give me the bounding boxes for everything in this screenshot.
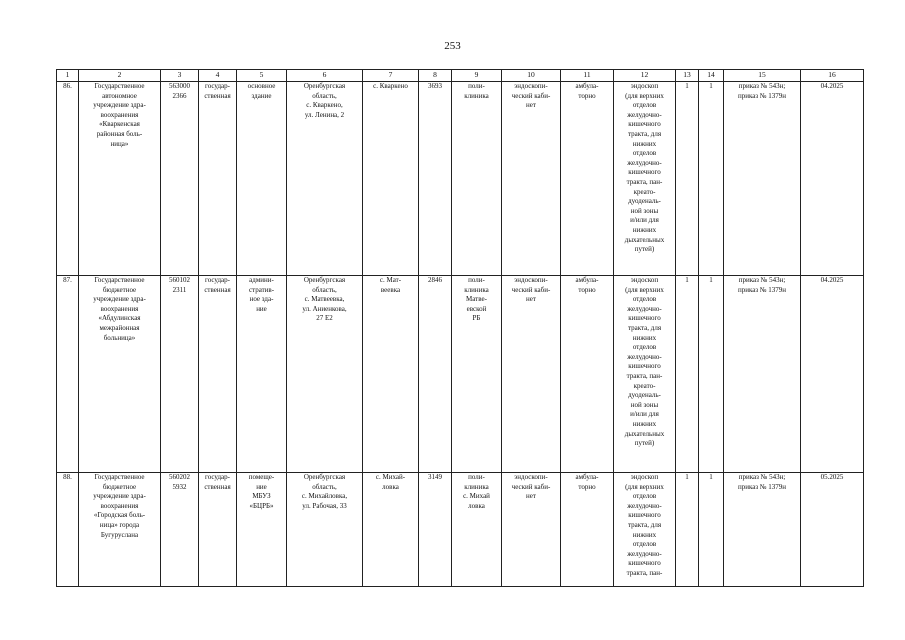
row-number: 88. xyxy=(63,473,72,481)
room: эндоскопи- ческий каби- нет xyxy=(511,82,551,110)
column-header: 5 xyxy=(237,70,287,82)
ownership-form: государ- ственная xyxy=(204,473,231,491)
table-row xyxy=(57,473,864,587)
unit: поли- клиника xyxy=(464,82,489,100)
building-type: помеще- ние МБУЗ «БЦРБ» xyxy=(248,473,275,510)
building-type: основное здание xyxy=(247,82,276,100)
settlement-code: 3693 xyxy=(428,82,442,90)
column-header: 15 xyxy=(724,70,801,82)
care-condition: амбула- торно xyxy=(575,473,599,491)
column-header: 10 xyxy=(502,70,561,82)
date: 04.2025 xyxy=(820,82,844,90)
ownership-form: государ- ственная xyxy=(204,82,231,100)
settlement-code: 3149 xyxy=(428,473,442,481)
column-header: 4 xyxy=(199,70,237,82)
settlement: с. Михай- ловка xyxy=(375,473,406,491)
column-header: 11 xyxy=(561,70,614,82)
column-header: 6 xyxy=(287,70,363,82)
org-code: 560102 2311 xyxy=(169,276,190,294)
settlement: с. Кваркено xyxy=(373,82,408,90)
organization-name: Государственное автономное учреждение здра- воохранения «Кваркенская районная боль- ница» xyxy=(93,82,146,148)
registry-table xyxy=(56,69,864,587)
quantity-13: 1 xyxy=(685,82,689,90)
building-type: админи- стратив- ное зда- ние xyxy=(248,276,275,313)
address: Оренбургская область, с. Матвеевка, ул. Аниенкова, 27 Е2 xyxy=(302,276,347,323)
room: эндоскопи- ческий каби- нет xyxy=(511,276,551,304)
column-number-row xyxy=(57,70,864,82)
unit: поли- клиника с. Михай ловка xyxy=(463,473,490,510)
table-row xyxy=(57,276,864,473)
equipment: эндоскоп (для верхних отделов желудочно- кишечного тракта, для нижних отделов желудочно- кишечного тракта, пан- xyxy=(625,473,664,577)
column-header: 2 xyxy=(79,70,161,82)
equipment: эндоскоп (для верхних отделов желудочно- кишечного тракта, для нижних отделов желудочно- кишечного тракта, пан- креато- дуоденаль- ной зоны и/или для нижних дыхательных путей) xyxy=(624,82,665,254)
column-header: 8 xyxy=(419,70,452,82)
orders: приказ № 543н; приказ № 1379н xyxy=(737,82,787,100)
column-header: 3 xyxy=(161,70,199,82)
column-header: 1 xyxy=(57,70,79,82)
ownership-form: государ- ственная xyxy=(204,276,231,294)
column-header: 9 xyxy=(452,70,502,82)
date: 04.2025 xyxy=(820,276,844,284)
room: эндоскопи- ческий каби- нет xyxy=(511,473,551,501)
quantity-14: 1 xyxy=(709,473,713,481)
column-header: 14 xyxy=(699,70,724,82)
org-code: 560202 5932 xyxy=(169,473,190,491)
address: Оренбургская область, с. Михайловка, ул. Рабочая, 33 xyxy=(301,473,348,510)
care-condition: амбула- торно xyxy=(575,82,599,100)
orders: приказ № 543н; приказ № 1379н xyxy=(737,276,787,294)
quantity-14: 1 xyxy=(709,82,713,90)
settlement-code: 2846 xyxy=(428,276,442,284)
table-row xyxy=(57,82,864,276)
quantity-13: 1 xyxy=(685,276,689,284)
care-condition: амбула- торно xyxy=(575,276,599,294)
column-header: 12 xyxy=(614,70,676,82)
column-header: 16 xyxy=(801,70,864,82)
date: 05.2025 xyxy=(820,473,844,481)
quantity-13: 1 xyxy=(685,473,689,481)
unit: поли- клиника Матве- евской РБ xyxy=(464,276,489,323)
equipment: эндоскоп (для верхних отделов желудочно- кишечного тракта, для нижних отделов желудочно- кишечного тракта, пан- креато- дуоденаль- ной зоны и/или для нижних дыхательных путей) xyxy=(624,276,665,448)
orders: приказ № 543н; приказ № 1379н xyxy=(737,473,787,491)
address: Оренбургская область, с. Кваркено, ул. Ленина, 2 xyxy=(303,82,346,119)
quantity-14: 1 xyxy=(709,276,713,284)
organization-name: Государственное бюджетное учреждение здра- воохранения «Городская боль- ница» города Бугуруслана xyxy=(93,473,146,539)
page-number: 253 xyxy=(444,40,461,52)
organization-name: Государственное бюджетное учреждение здра- воохранения «Абдулинская межрайонная больница» xyxy=(93,276,146,342)
org-code: 563000 2366 xyxy=(169,82,190,100)
column-header: 7 xyxy=(363,70,419,82)
settlement: с. Мат- веевка xyxy=(379,276,402,294)
row-number: 87. xyxy=(63,276,72,284)
column-header: 13 xyxy=(676,70,699,82)
row-number: 86. xyxy=(63,82,72,90)
